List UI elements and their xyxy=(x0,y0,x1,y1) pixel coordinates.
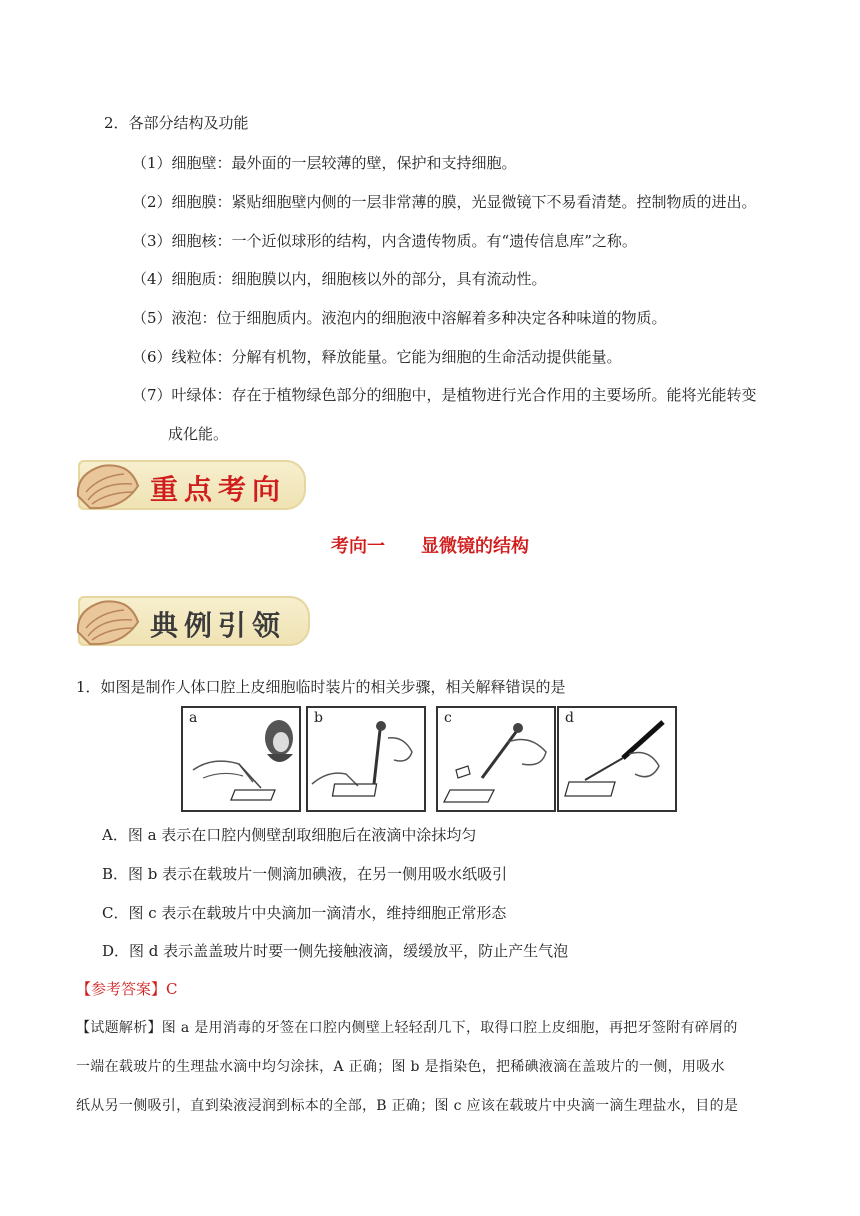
list-item: （6）线粒体：分解有机物，释放能量。它能为细胞的生命活动提供能量。 xyxy=(132,348,622,366)
list-item: （1）细胞壁：最外面的一层较薄的壁，保护和支持细胞。 xyxy=(132,154,517,172)
figure-panel-d xyxy=(557,706,677,812)
list-item: （7）叶绿体：存在于植物绿色部分的细胞中，是植物进行光合作用的主要场所。能将光能转变 xyxy=(132,386,757,404)
banner-title: 重点考向 xyxy=(150,473,287,506)
option-a: A．图 a 表示在口腔内侧壁刮取细胞后在液滴中涂抹均匀 xyxy=(102,826,477,844)
shell-icon xyxy=(72,592,144,650)
dropping-liquid-illustration xyxy=(438,708,554,810)
figure-label: a xyxy=(189,710,198,726)
figure-panel-a xyxy=(181,706,301,812)
option-b: B．图 b 表示在载玻片一侧滴加碘液，在另一侧用吸水纸吸引 xyxy=(102,865,508,883)
scraping-cheek-illustration xyxy=(183,708,299,810)
cover-slip-illustration xyxy=(559,708,675,810)
figure-label: c xyxy=(444,710,452,726)
banner-title: 典例引领 xyxy=(150,609,287,642)
figure-label: b xyxy=(314,710,323,726)
question-stem: 1．如图是制作人体口腔上皮细胞临时装片的相关步骤，相关解释错误的是 xyxy=(76,678,566,696)
staining-illustration xyxy=(308,708,424,810)
figure-panel-b xyxy=(306,706,426,812)
analysis-line: 一端在载玻片的生理盐水滴中均匀涂抹，A 正确；图 b 是指染色，把稀碘液滴在盖玻片的一侧，用吸水 xyxy=(76,1059,725,1075)
list-item: （4）细胞质：细胞膜以内，细胞核以外的部分，具有流动性。 xyxy=(132,270,547,288)
section-title: 考向一 显微镜的结构 xyxy=(331,536,529,557)
analysis-line: 纸从另一侧吸引，直到染液浸润到标本的全部，B 正确；图 c 应该在载玻片中央滴一滴生理盐水，目的是 xyxy=(76,1098,739,1114)
option-c: C．图 c 表示在载玻片中央滴加一滴清水，维持细胞正常形态 xyxy=(102,904,507,922)
section-banner-examples xyxy=(78,596,310,646)
section-heading: 2．各部分结构及功能 xyxy=(104,114,249,132)
figure-panel-c xyxy=(436,706,556,812)
section-banner-key-directions xyxy=(78,460,306,510)
list-item: （2）细胞膜：紧贴细胞壁内侧的一层非常薄的膜，光显微镜下不易看清楚。控制物质的进出。 xyxy=(132,193,757,211)
analysis-line: 【试题解析】图 a 是用消毒的牙签在口腔内侧壁上轻轻刮几下，取得口腔上皮细胞，再把牙签附有碎屑的 xyxy=(76,1020,738,1036)
answer-label: 【参考答案】C xyxy=(76,980,178,998)
list-item: （3）细胞核：一个近似球形的结构，内含遗传物质。有“遗传信息库”之称。 xyxy=(132,232,637,250)
figure-label: d xyxy=(565,710,574,726)
shell-icon xyxy=(72,456,144,514)
list-item: （5）液泡：位于细胞质内。液泡内的细胞液中溶解着多种决定各种味道的物质。 xyxy=(132,309,667,327)
list-item-continuation: 成化能。 xyxy=(168,425,229,443)
option-d: D．图 d 表示盖盖玻片时要一侧先接触液滴，缓缓放平，防止产生气泡 xyxy=(102,942,569,960)
